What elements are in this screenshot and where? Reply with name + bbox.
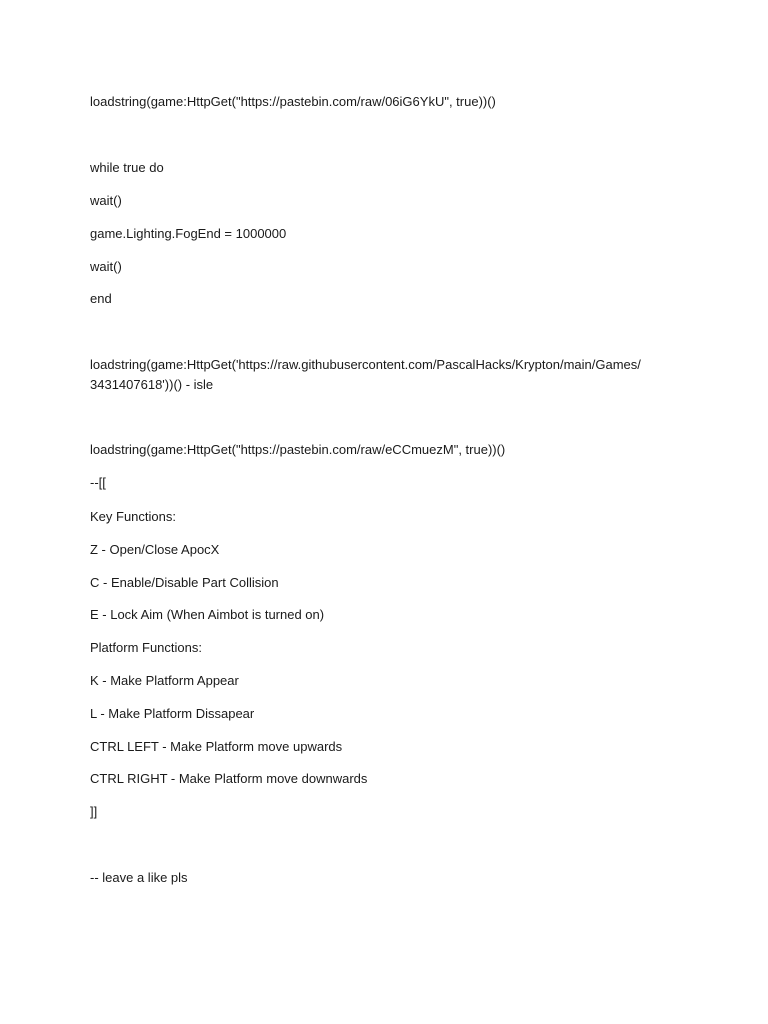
section-heading: Platform Functions:: [90, 640, 202, 655]
section-heading: Key Functions:: [90, 509, 176, 524]
keybind-line: L - Make Platform Dissapear: [90, 706, 255, 721]
comment-open: --[[: [90, 475, 106, 490]
keybind-line: CTRL RIGHT - Make Platform move downwards: [90, 771, 368, 786]
keybind-line: C - Enable/Disable Part Collision: [90, 575, 279, 590]
code-line: wait(): [90, 193, 122, 208]
comment-line: -- leave a like pls: [90, 870, 188, 885]
code-line: game.Lighting.FogEnd = 1000000: [90, 226, 287, 241]
code-line: loadstring(game:HttpGet("https://pastebin.com/raw/06iG6YkU", true))(): [90, 94, 496, 109]
keybind-line: Z - Open/Close ApocX: [90, 542, 220, 557]
code-line: while true do: [90, 160, 164, 175]
comment-close: ]]: [90, 804, 98, 819]
code-line: end: [90, 291, 112, 306]
keybind-line: E - Lock Aim (When Aimbot is turned on): [90, 607, 325, 622]
code-line: loadstring(game:HttpGet('https://raw.githubusercontent.com/PascalHacks/Krypton/main/Games/ 3431407618'))() - isle: [90, 357, 641, 392]
code-line: wait(): [90, 259, 122, 274]
keybind-line: K - Make Platform Appear: [90, 673, 239, 688]
keybind-line: CTRL LEFT - Make Platform move upwards: [90, 739, 343, 754]
code-line: loadstring(game:HttpGet("https://pastebin.com/raw/eCCmuezM", true))(): [90, 442, 506, 457]
